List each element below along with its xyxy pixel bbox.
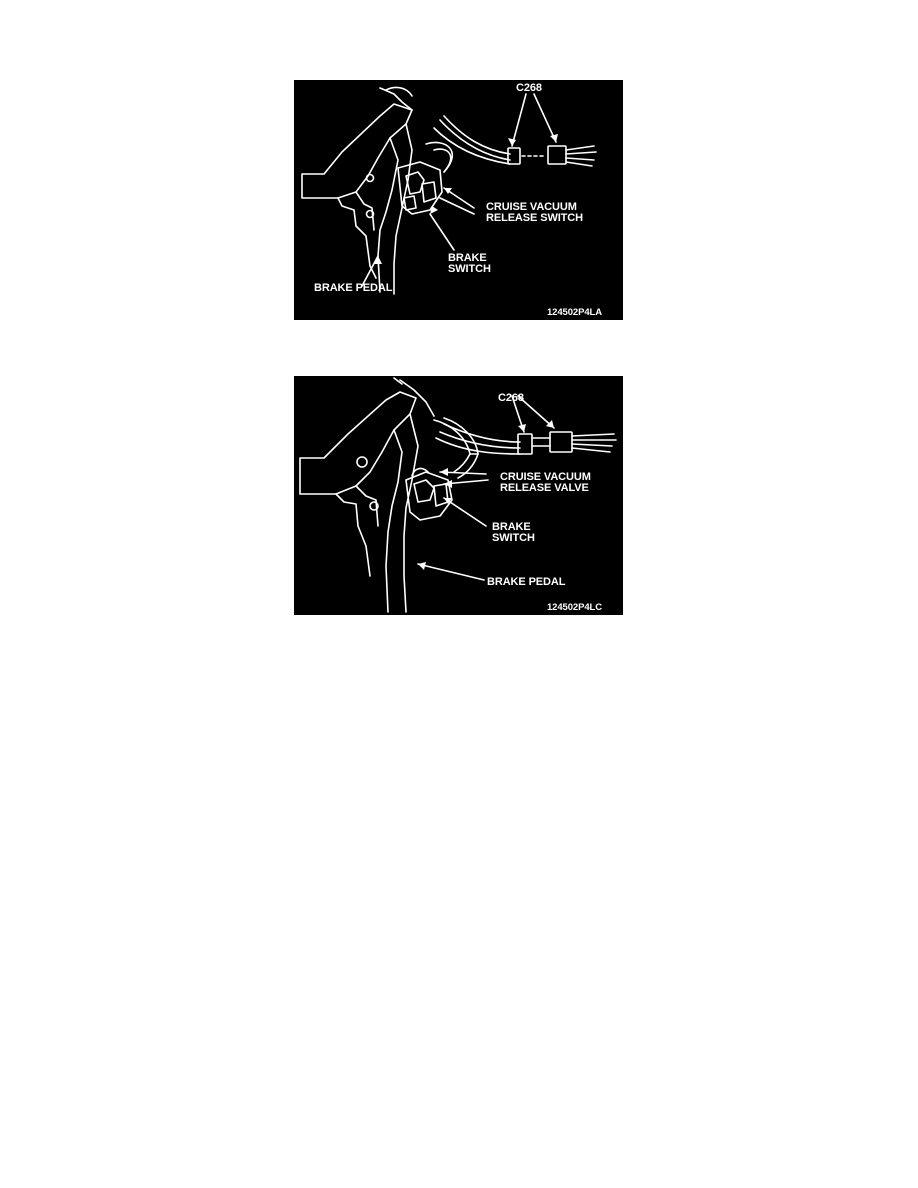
cruise-vacuum-label: [500, 472, 623, 494]
brake-pedal-label: BRAKE PEDAL: [487, 576, 566, 588]
brake-switch-label-line-2: SWITCH: [492, 532, 535, 544]
brake-switch-diagram-1: [294, 80, 623, 320]
brake-switch-label: [448, 253, 588, 275]
brake-switch-label-line-2: SWITCH: [448, 263, 491, 275]
brake-switch-label-line-1: BRAKE: [448, 252, 487, 264]
cruise-vacuum-label-line-1: CRUISE VACUUM: [500, 471, 591, 483]
figure-code: 124502P4LA: [547, 307, 602, 318]
cruise-vacuum-label-line-2: RELEASE SWITCH: [486, 212, 583, 224]
brake-switch-diagram-2: [294, 376, 623, 615]
brake-pedal-illustration-2: [294, 376, 623, 615]
connector-label: C268: [498, 392, 524, 404]
brake-switch-label-line-1: BRAKE: [492, 521, 531, 533]
brake-switch-label: [492, 522, 623, 544]
figure-code: 124502P4LC: [547, 602, 602, 613]
cruise-vacuum-label-line-1: CRUISE VACUUM: [486, 201, 577, 213]
cruise-vacuum-label: [486, 202, 623, 224]
brake-pedal-label: BRAKE PEDAL: [314, 282, 393, 294]
cruise-vacuum-label-line-2: RELEASE VALVE: [500, 482, 589, 494]
connector-label: C268: [516, 82, 542, 94]
